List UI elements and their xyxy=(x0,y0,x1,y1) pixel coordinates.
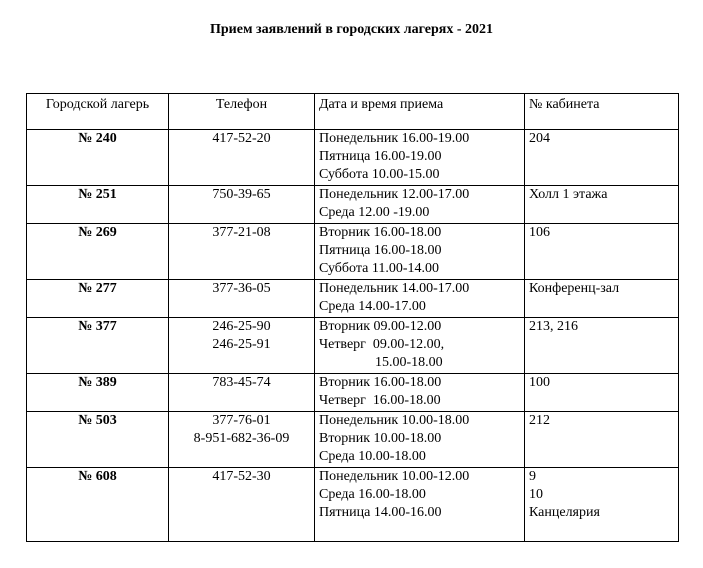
room-cell xyxy=(525,224,679,280)
camp-number-cell: № 608 xyxy=(27,468,169,542)
schedule-line: Вторник 16.00-18.00 xyxy=(319,225,442,240)
table-row xyxy=(27,186,679,224)
header-phone: Телефон xyxy=(169,94,315,130)
header-room: № кабинета xyxy=(525,94,679,130)
phone-number: 417-52-30 xyxy=(212,469,271,484)
phone-cell xyxy=(169,412,315,468)
phone-cell xyxy=(169,468,315,542)
phone-cell xyxy=(169,186,315,224)
schedule-cell xyxy=(315,224,525,280)
camp-number-cell: № 251 xyxy=(27,186,169,224)
schedule-cell xyxy=(315,186,525,224)
room-cell xyxy=(525,374,679,412)
room-cell xyxy=(525,412,679,468)
schedule-line: Вторник 09.00-12.00 xyxy=(319,319,442,334)
phone-number: 377-21-08 xyxy=(212,225,271,240)
table-row xyxy=(27,318,679,374)
schedule-line: Пятница 14.00-16.00 xyxy=(319,505,442,520)
schedule-line: Среда 10.00-18.00 xyxy=(319,449,426,464)
table-row xyxy=(27,130,679,186)
camp-number-cell: № 503 xyxy=(27,412,169,468)
schedule-line: Четверг 16.00-18.00 xyxy=(319,393,441,408)
schedule-cell xyxy=(315,468,525,542)
phone-number: 246-25-90 xyxy=(212,319,271,334)
phone-number: 8-951-682-36-09 xyxy=(193,431,290,446)
schedule-cell xyxy=(315,412,525,468)
room-line: 204 xyxy=(529,131,550,146)
room-line: 106 xyxy=(529,225,550,240)
schedule-line: Понедельник 10.00-12.00 xyxy=(319,469,470,484)
camp-number-cell: № 277 xyxy=(27,280,169,318)
document-title: Прием заявлений в городских лагерях - 2021 xyxy=(210,22,493,37)
camps-table xyxy=(26,93,679,542)
phone-number: 750-39-65 xyxy=(212,187,271,202)
room-cell xyxy=(525,130,679,186)
phone-cell xyxy=(169,374,315,412)
schedule-line: Среда 12.00 -19.00 xyxy=(319,205,430,220)
room-line: Конференц-зал xyxy=(529,281,620,296)
schedule-line: Понедельник 12.00-17.00 xyxy=(319,187,470,202)
room-line: 9 xyxy=(529,469,536,484)
schedule-line: Суббота 10.00-15.00 xyxy=(319,167,440,182)
schedule-cell xyxy=(315,318,525,374)
table-row xyxy=(27,280,679,318)
schedule-cell xyxy=(315,280,525,318)
phone-cell xyxy=(169,318,315,374)
schedule-cell xyxy=(315,374,525,412)
camp-number-cell: № 269 xyxy=(27,224,169,280)
table-row xyxy=(27,468,679,542)
room-line: 212 xyxy=(529,413,550,428)
schedule-line: 15.00-18.00 xyxy=(319,355,443,370)
phone-cell xyxy=(169,130,315,186)
schedule-line: Понедельник 10.00-18.00 xyxy=(319,413,470,428)
table-row xyxy=(27,224,679,280)
phone-number: 783-45-74 xyxy=(212,375,271,390)
table-header-row xyxy=(27,94,679,130)
schedule-line: Вторник 16.00-18.00 xyxy=(319,375,442,390)
room-line: 100 xyxy=(529,375,550,390)
phone-cell xyxy=(169,280,315,318)
room-cell xyxy=(525,280,679,318)
schedule-line: Вторник 10.00-18.00 xyxy=(319,431,442,446)
room-line: Холл 1 этажа xyxy=(529,187,608,202)
schedule-line: Понедельник 14.00-17.00 xyxy=(319,281,470,296)
schedule-line: Среда 16.00-18.00 xyxy=(319,487,426,502)
room-cell xyxy=(525,318,679,374)
camp-number-cell: № 389 xyxy=(27,374,169,412)
table-row xyxy=(27,412,679,468)
phone-number: 377-36-05 xyxy=(212,281,271,296)
room-line: Канцелярия xyxy=(529,505,600,520)
schedule-line: Суббота 11.00-14.00 xyxy=(319,261,440,276)
schedule-line: Понедельник 16.00-19.00 xyxy=(319,131,470,146)
phone-cell xyxy=(169,224,315,280)
header-camp: Городской лагерь xyxy=(27,94,169,130)
phone-number: 417-52-20 xyxy=(212,131,271,146)
camp-number-cell: № 377 xyxy=(27,318,169,374)
room-line: 10 xyxy=(529,487,543,502)
schedule-line: Пятница 16.00-18.00 xyxy=(319,243,442,258)
schedule-line: Среда 14.00-17.00 xyxy=(319,299,426,314)
schedule-line: Четверг 09.00-12.00, xyxy=(319,337,445,352)
room-line: 213, 216 xyxy=(529,319,578,334)
phone-number: 246-25-91 xyxy=(212,337,271,352)
schedule-line: Пятница 16.00-19.00 xyxy=(319,149,442,164)
camp-number-cell: № 240 xyxy=(27,130,169,186)
room-cell xyxy=(525,186,679,224)
phone-number: 377-76-01 xyxy=(212,413,271,428)
header-schedule: Дата и время приема xyxy=(315,94,525,130)
table-row xyxy=(27,374,679,412)
schedule-cell xyxy=(315,130,525,186)
room-cell xyxy=(525,468,679,542)
